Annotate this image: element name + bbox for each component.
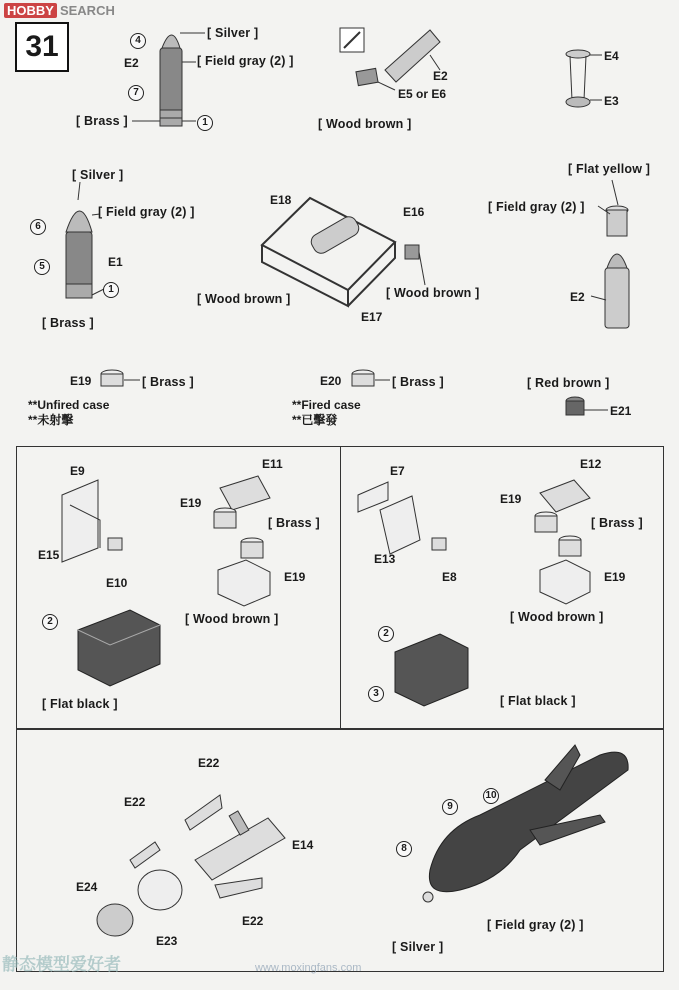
rack-wood-label-2: [ Wood brown ] — [386, 286, 480, 300]
case1-note-en: **Unfired case — [28, 398, 110, 412]
case2-part: E20 — [320, 374, 342, 388]
panel-bottom — [16, 729, 664, 972]
rack-part-e16: E16 — [403, 205, 425, 219]
b-part-e23: E23 — [156, 934, 178, 948]
b-callout-9: 9 — [442, 799, 458, 815]
fuse-part-e2: E2 — [433, 69, 448, 83]
redbrown-label: [ Red brown ] — [527, 376, 610, 390]
step-number: 31 — [15, 22, 69, 72]
fuse-wood-label: [ Wood brown ] — [318, 117, 412, 131]
watermark-url: www.moxingfans.com — [255, 962, 362, 974]
callout-1a: 1 — [197, 115, 213, 131]
b-silver-label: [ Silver ] — [392, 940, 444, 954]
ml-wood-label: [ Wood brown ] — [185, 612, 279, 626]
mr-callout-2: 2 — [378, 626, 394, 642]
yellow-label: [ Flat yellow ] — [568, 162, 651, 176]
callout-1b: 1 — [103, 282, 119, 298]
ml-part-e19b: E19 — [284, 570, 306, 584]
b-part-e22b: E22 — [124, 795, 146, 809]
spacer-part-e3: E3 — [604, 94, 619, 108]
ml-callout-2: 2 — [42, 614, 58, 630]
redbrown-part: E21 — [610, 404, 632, 418]
shell2-silver-label: [ Silver ] — [72, 168, 124, 182]
mr-callout-3: 3 — [368, 686, 384, 702]
b-part-e24: E24 — [76, 880, 98, 894]
b-fieldgray-label: [ Field gray (2) ] — [487, 918, 584, 932]
b-part-e22c: E22 — [242, 914, 264, 928]
rack-part-e18: E18 — [270, 193, 292, 207]
shell2-brass-label: [ Brass ] — [42, 316, 94, 330]
ml-part-e19a: E19 — [180, 496, 202, 510]
mr-part-e8: E8 — [442, 570, 457, 584]
callout-5: 5 — [34, 259, 50, 275]
case1-part: E19 — [70, 374, 92, 388]
ml-part-e11: E11 — [262, 457, 283, 471]
case1-note-zh: **未射擊 — [28, 413, 74, 427]
ml-part-e15: E15 — [38, 548, 60, 562]
callout-7: 7 — [128, 85, 144, 101]
mr-part-e12: E12 — [580, 457, 602, 471]
panel-mid-right — [340, 446, 664, 729]
panel-mid-left — [16, 446, 341, 729]
yellow-part-e2: E2 — [570, 290, 585, 304]
b-callout-10: 10 — [483, 788, 499, 804]
shell1-part-label: E2 — [124, 56, 139, 70]
ml-part-e10: E10 — [106, 576, 128, 590]
shell1-silver-label: [ Silver ] — [207, 26, 259, 40]
callout-6: 6 — [30, 219, 46, 235]
rack-part-e17: E17 — [361, 310, 383, 324]
mr-part-e19a: E19 — [500, 492, 522, 506]
case2-note-en: **Fired case — [292, 398, 361, 412]
b-part-e22a: E22 — [198, 756, 220, 770]
case1-brass-label: [ Brass ] — [142, 375, 194, 389]
mr-brass-label: [ Brass ] — [591, 516, 643, 530]
callout-4: 4 — [130, 33, 146, 49]
ml-brass-label: [ Brass ] — [268, 516, 320, 530]
ml-flatblack-label: [ Flat black ] — [42, 697, 118, 711]
shell1-brass-label: [ Brass ] — [76, 114, 128, 128]
spacer-part-e4: E4 — [604, 49, 619, 63]
mr-flatblack-label: [ Flat black ] — [500, 694, 576, 708]
b-part-e14: E14 — [292, 838, 314, 852]
ml-part-e9: E9 — [70, 464, 85, 478]
shell1-fieldgray-label: [ Field gray (2) ] — [197, 54, 294, 68]
case2-brass-label: [ Brass ] — [392, 375, 444, 389]
mr-wood-label: [ Wood brown ] — [510, 610, 604, 624]
yellow-fieldgray-label: [ Field gray (2) ] — [488, 200, 585, 214]
case2-note-zh: **已擊發 — [292, 413, 338, 427]
rack-wood-label-1: [ Wood brown ] — [197, 292, 291, 306]
fuse-part-e5e6: E5 or E6 — [398, 87, 447, 101]
mr-part-e19b: E19 — [604, 570, 626, 584]
hobby-logo: HOBBY — [4, 3, 57, 18]
watermark-cn: 静态模型爱好者 — [2, 955, 121, 974]
shell2-fieldgray-label: [ Field gray (2) ] — [98, 205, 195, 219]
shell2-part-label: E1 — [108, 255, 123, 269]
search-brand: SEARCH — [59, 3, 115, 18]
mr-part-e13: E13 — [374, 552, 396, 566]
b-callout-8: 8 — [396, 841, 412, 857]
mr-part-e7: E7 — [390, 464, 405, 478]
